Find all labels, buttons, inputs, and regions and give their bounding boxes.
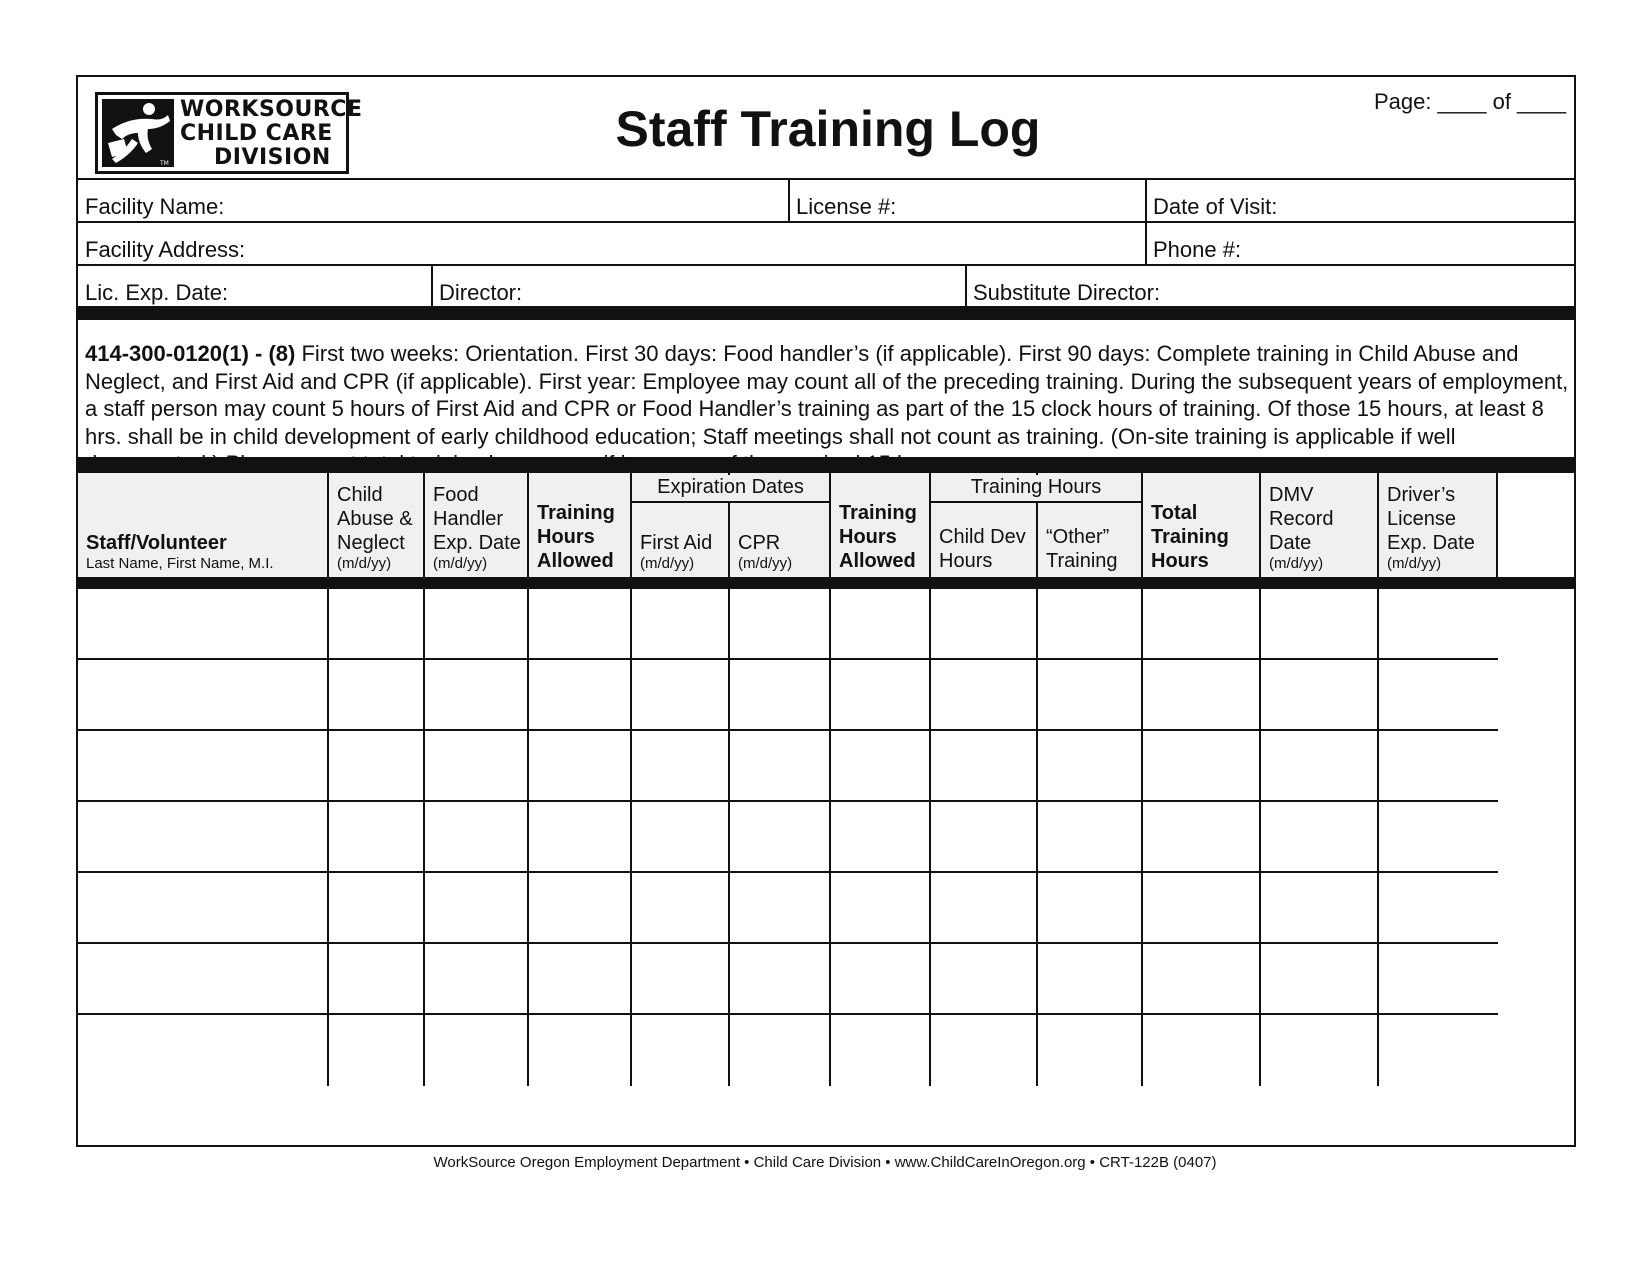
table-cell[interactable] [632, 731, 730, 802]
table-cell[interactable] [425, 731, 529, 802]
table-cell[interactable] [78, 660, 329, 731]
column-header [1143, 473, 1261, 577]
column-header-label [939, 525, 1026, 573]
table-cell[interactable] [425, 589, 529, 660]
date-of-visit-field[interactable]: Date of Visit: [1153, 194, 1278, 219]
table-cell[interactable] [831, 802, 931, 873]
column-header [831, 473, 931, 577]
table-cell[interactable] [1038, 660, 1143, 731]
table-cell[interactable] [1379, 1015, 1498, 1086]
table-cell[interactable] [1143, 802, 1261, 873]
table-cell[interactable] [529, 731, 632, 802]
table-cell[interactable] [78, 802, 329, 873]
table-cell[interactable] [425, 660, 529, 731]
column-header-label [1269, 483, 1333, 573]
table-cell[interactable] [1143, 873, 1261, 944]
section-bar [78, 306, 1574, 320]
requirements-text: First two weeks: Orientation. First 30 days: Food handler’s (if applicable). First 90 days: Complete training in Child Abuse and Neglect, and First Aid and CPR (if applicable). First year: Employee may count all of the preceding training. During the subsequent years of employment, a staff person may count 5 hours of First Aid and CPR or Food Handler’s training as part of the 15 clock hours of training. Of those 15 hours, at least 8 hrs. shall be in child development of early childhood education; Staff meetings shall not count as training. (On-site training is applicable if well [85, 341, 1569, 449]
facility-address-field[interactable]: Facility Address: [85, 237, 246, 262]
table-cell[interactable] [425, 1015, 529, 1086]
column-header-line: Abuse & [337, 508, 413, 530]
table-cell[interactable] [931, 731, 1038, 802]
table-cell[interactable] [730, 660, 831, 731]
page-title: Staff Training Log [615, 101, 1041, 157]
divider [78, 178, 1574, 180]
table-cell[interactable] [1143, 731, 1261, 802]
table-cell[interactable] [931, 873, 1038, 944]
table-cell[interactable] [529, 660, 632, 731]
table-cell[interactable] [1261, 873, 1379, 944]
table-cell[interactable] [931, 589, 1038, 660]
table-cell[interactable] [78, 944, 329, 1015]
rule-reference: 414-300-0120(1) - (8) [85, 341, 296, 366]
table-cell[interactable] [1038, 731, 1143, 802]
logo-line-2: CHILD CARE [180, 121, 333, 146]
column-header-line: Exp. Date [1387, 532, 1475, 554]
column-header-line: Exp. Date [433, 532, 521, 554]
table-cell[interactable] [1261, 731, 1379, 802]
column-header-line: DMV [1269, 484, 1314, 506]
table-cell[interactable] [931, 1015, 1038, 1086]
table-cell[interactable] [730, 731, 831, 802]
column-header-line: Handler [433, 508, 504, 530]
table-cell[interactable] [831, 731, 931, 802]
column-header-label [640, 531, 712, 573]
column-header-line: Staff/Volunteer [86, 532, 227, 554]
table-cell[interactable] [632, 1015, 730, 1086]
column-header-line: Date [1269, 532, 1312, 554]
training-hours-group: Training Hours [931, 475, 1143, 503]
table-cell[interactable] [1379, 944, 1498, 1015]
divider [788, 178, 790, 221]
table-cell[interactable] [1261, 589, 1379, 660]
table-cell[interactable] [529, 589, 632, 660]
column-header-line: Training [1151, 526, 1229, 548]
table-cell[interactable] [1038, 589, 1143, 660]
page-number-field[interactable]: Page: ____ of ____ [1373, 89, 1566, 114]
table-cell[interactable] [78, 731, 329, 802]
table-cell[interactable] [931, 944, 1038, 1015]
table-cell[interactable] [78, 589, 329, 660]
divider [1145, 178, 1147, 264]
divider [431, 264, 433, 306]
logo-line-1: WORKSOURCE [180, 97, 363, 122]
column-header-label [1046, 525, 1118, 573]
table-cell[interactable] [329, 660, 425, 731]
table-cell[interactable] [329, 802, 425, 873]
column-header-line: Training [537, 502, 615, 524]
table-cell[interactable] [730, 589, 831, 660]
substitute-director-field[interactable]: Substitute Director: [973, 280, 1161, 305]
column-header-line: Allowed [537, 550, 614, 572]
column-header-line: Neglect [337, 532, 405, 554]
column-header [1379, 473, 1498, 577]
column-header [78, 473, 329, 577]
logo-tm: TM [160, 160, 169, 167]
column-header-line: Record [1269, 508, 1334, 530]
logo-line-3: DIVISION [214, 145, 331, 170]
table-cell[interactable] [1379, 660, 1498, 731]
table-cell[interactable] [1143, 660, 1261, 731]
table-cell[interactable] [1261, 1015, 1379, 1086]
date-format-hint: (m/d/yy) [1387, 555, 1442, 572]
table-cell[interactable] [632, 944, 730, 1015]
table-cell[interactable] [1038, 802, 1143, 873]
table-cell[interactable] [831, 873, 931, 944]
table-cell[interactable] [1379, 873, 1498, 944]
column-header-label [433, 483, 521, 573]
column-header-label [537, 501, 615, 573]
table-cell[interactable] [730, 873, 831, 944]
column-header-line: Driver’s [1387, 484, 1456, 506]
table-cell[interactable] [1379, 589, 1498, 660]
table-cell[interactable] [730, 1015, 831, 1086]
table-cell[interactable] [1261, 802, 1379, 873]
table-cell[interactable] [529, 802, 632, 873]
column-header-line: Child [337, 484, 383, 506]
column-header-line: Food [433, 484, 479, 506]
table-cell[interactable] [329, 731, 425, 802]
date-format-hint: (m/d/yy) [337, 555, 392, 572]
table-cell[interactable] [831, 589, 931, 660]
column-header-line: Hours [939, 550, 993, 572]
column-header-label [337, 483, 413, 573]
column-header-line: Child Dev [939, 526, 1026, 548]
column-header-line: Last Name, First Name, M.I. [86, 555, 274, 572]
table-cell[interactable] [529, 1015, 632, 1086]
column-header-line: Allowed [839, 550, 916, 572]
table-cell[interactable] [632, 589, 730, 660]
table-cell[interactable] [1143, 589, 1261, 660]
table-cell[interactable] [1261, 660, 1379, 731]
section-bar [78, 577, 1574, 589]
table-cell[interactable] [1379, 731, 1498, 802]
column-header [1261, 473, 1379, 577]
director-field[interactable]: Director: [439, 280, 523, 305]
table-cell[interactable] [632, 660, 730, 731]
table-cell[interactable] [425, 944, 529, 1015]
table-cell[interactable] [425, 873, 529, 944]
column-header-label [1151, 501, 1229, 573]
table-cell[interactable] [1038, 944, 1143, 1015]
table-cell[interactable] [730, 802, 831, 873]
divider [78, 221, 1574, 223]
table-cell[interactable] [730, 944, 831, 1015]
column-header-line: License [1387, 508, 1456, 530]
date-format-hint: (m/d/yy) [433, 555, 488, 572]
table-cell[interactable] [78, 1015, 329, 1086]
column-header-line: Total [1151, 502, 1198, 524]
footer-text: WorkSource Oregon Employment Department • Child Care Division • www.ChildCareInOregon.org • CRT-122B (0407) [433, 1154, 1217, 1171]
staff-training-log-form [76, 75, 1576, 1147]
column-header-line: “Other” [1046, 526, 1110, 548]
lic-exp-date-field[interactable]: Lic. Exp. Date: [85, 280, 229, 305]
table-cell[interactable] [329, 589, 425, 660]
date-format-hint: (m/d/yy) [738, 555, 793, 572]
table-cell[interactable] [329, 944, 425, 1015]
column-header-line: First Aid [640, 532, 713, 554]
table-cell[interactable] [931, 660, 1038, 731]
divider [965, 264, 967, 306]
column-header-line: Hours [537, 526, 595, 548]
table-cell[interactable] [1038, 1015, 1143, 1086]
table-cell[interactable] [1143, 944, 1261, 1015]
column-header-label [1387, 483, 1475, 573]
date-format-hint: (m/d/yy) [640, 555, 695, 572]
table-cell[interactable] [931, 802, 1038, 873]
table-cell[interactable] [1038, 873, 1143, 944]
divider [78, 264, 1574, 266]
column-header-line: CPR [738, 532, 781, 554]
column-header [425, 473, 529, 577]
table-cell[interactable] [78, 873, 329, 944]
column-header-line: Hours [839, 526, 897, 548]
column-header [329, 473, 425, 577]
column-header-line: Training [1046, 550, 1118, 572]
table-cell[interactable] [831, 660, 931, 731]
table-cell[interactable] [632, 802, 730, 873]
table-cell[interactable] [1379, 802, 1498, 873]
column-header-label [86, 531, 274, 573]
table-cell[interactable] [425, 802, 529, 873]
table-cell[interactable] [1261, 944, 1379, 1015]
license-field[interactable]: License #: [796, 194, 897, 219]
date-format-hint: (m/d/yy) [1269, 555, 1324, 572]
facility-name-field[interactable]: Facility Name: [85, 194, 225, 219]
column-header [529, 473, 632, 577]
section-bar [78, 457, 1574, 473]
column-header-label [839, 501, 917, 573]
table-cell[interactable] [1143, 1015, 1261, 1086]
table-cell[interactable] [329, 1015, 425, 1086]
expiration-dates-group: Expiration Dates [632, 475, 831, 503]
column-header-label [738, 531, 792, 573]
table-cell[interactable] [831, 944, 931, 1015]
table-cell[interactable] [329, 873, 425, 944]
table-cell[interactable] [529, 873, 632, 944]
table-cell[interactable] [529, 944, 632, 1015]
table-cell[interactable] [831, 1015, 931, 1086]
column-header-line: Training [839, 502, 917, 524]
table-cell[interactable] [632, 873, 730, 944]
column-header-line: Hours [1151, 550, 1209, 572]
phone-field[interactable]: Phone #: [1153, 237, 1242, 262]
